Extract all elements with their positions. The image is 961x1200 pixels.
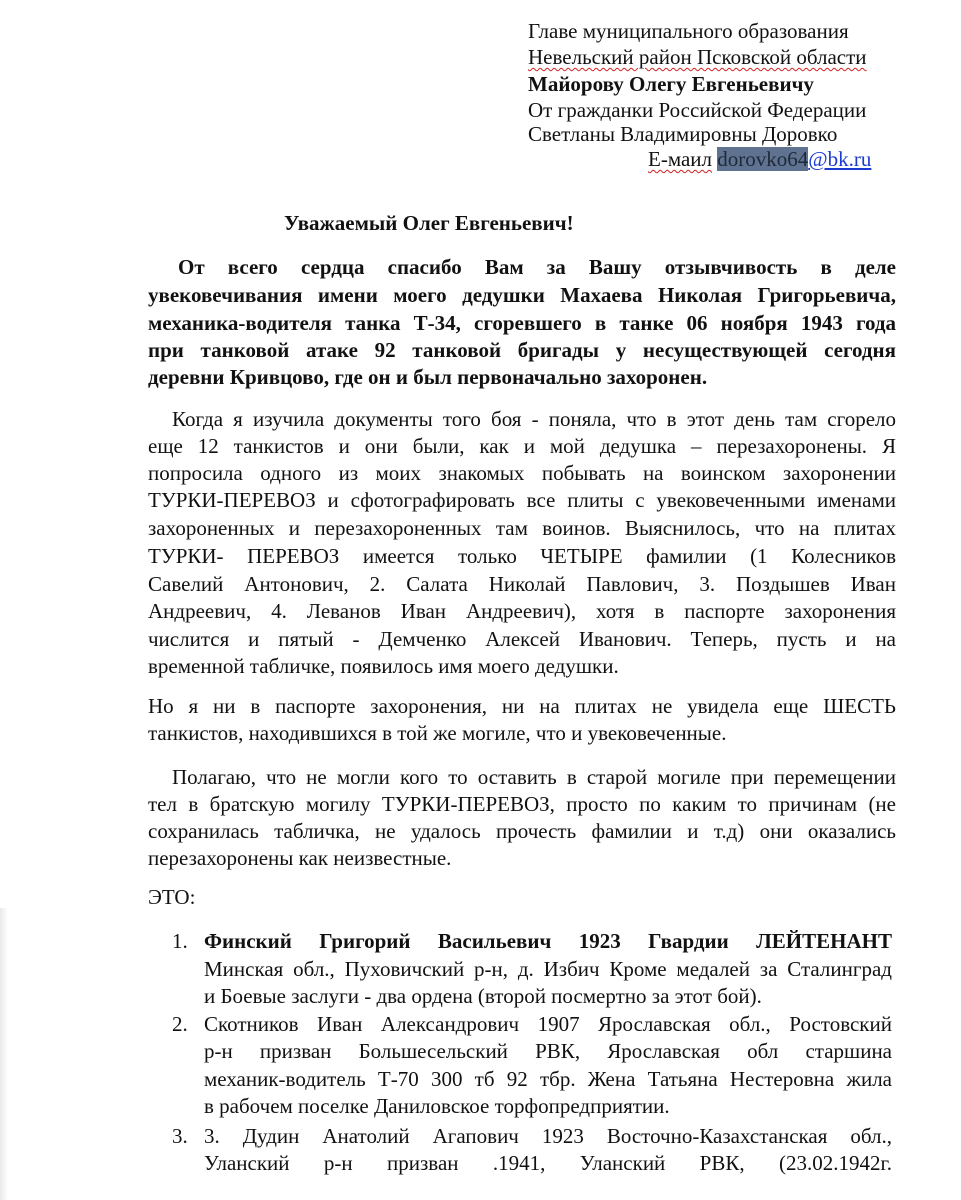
list-item-3-line-2: Уланский р-н призван .1941, Уланский РВК, (23.02.1942г. bbox=[204, 1151, 892, 1175]
para1-line-5: деревни Кривцово, где он и был первоначально захоронен. bbox=[148, 365, 708, 389]
para4-line-3: сохранилась табличка, не удалось прочесть фамилии и т.д) они оказались bbox=[148, 819, 896, 843]
para2-line-10: временной табличке, появилось имя моего дедушки. bbox=[148, 654, 619, 678]
para2-line-5: захороненных и перезахороненных там воинов. Выяснилось, что на плитах bbox=[148, 516, 896, 540]
email-line bbox=[648, 146, 871, 172]
address-line-5: Светланы Владимировны Доровко bbox=[528, 122, 838, 146]
para2-line-1: Когда я изучила документы того боя - поняла, что в этот день там сгорело bbox=[172, 407, 896, 431]
para4-line-1: Полагаю, что не могли кого то оставить в старой могиле при перемещении bbox=[172, 765, 896, 789]
para2-line-2: еще 12 танкистов и они были, как и мой дедушка – перезахоронены. Я bbox=[148, 434, 896, 458]
address-line-2: Невельский район Псковской области bbox=[528, 45, 867, 69]
address-line-1: Главе муниципального образования bbox=[528, 19, 849, 43]
para1-line-4: при танковой атаке 92 танковой бригады у несуществующей сегодня bbox=[148, 338, 896, 362]
list-item-3-line-1: 3. Дудин Анатолий Агапович 1923 Восточно-Казахстанская обл., bbox=[204, 1124, 892, 1148]
para2-line-7: Савелий Антонович, 2. Салата Николай Павлович, 3. Поздышев Иван bbox=[148, 572, 896, 596]
address-line-4: От гражданки Российской Федерации bbox=[528, 98, 867, 122]
para1-line-3: механика-водителя танка Т-34, сгоревшего в танке 06 ноября 1943 года bbox=[148, 311, 896, 335]
list-number-1: 1. bbox=[172, 929, 188, 953]
list-item-2-line-2: р-н призван Большесельский РВК, Ярославская обл старшина bbox=[204, 1039, 892, 1063]
email-label: Е-маил bbox=[648, 147, 713, 171]
list-number-3: 3. bbox=[172, 1124, 188, 1148]
para1-line-2: увековечивания имени моего дедушки Махаева Николая Григорьевича, bbox=[148, 283, 896, 307]
para2-line-9: числится и пятый - Демченко Алексей Иванович. Теперь, пусть и на bbox=[148, 627, 896, 651]
list-item-2-line-4: в рабочем поселке Даниловское торфопредприятии. bbox=[204, 1094, 670, 1118]
para2-line-4: ТУРКИ-ПЕРЕВОЗ и сфотографировать все плиты с увековеченными именами bbox=[148, 488, 896, 512]
para3-line-2: танкистов, находившихся в той же могиле, что и увековеченные. bbox=[148, 721, 727, 745]
para2-line-8: Андреевич, 4. Леванов Иван Андреевич), хотя в паспорте захоронения bbox=[148, 599, 896, 623]
list-item-2-line-1: Скотников Иван Александрович 1907 Ярославская обл., Ростовский bbox=[204, 1012, 892, 1036]
email-domain[interactable]: @bk.ru bbox=[808, 147, 872, 171]
eto-label: ЭТО: bbox=[148, 885, 196, 909]
para4-line-4: перезахоронены как неизвестные. bbox=[148, 846, 452, 870]
para3-line-1: Но я ни в паспорте захоронения, ни на плитах не увидела еще ШЕСТЬ bbox=[148, 694, 896, 718]
email-redacted: dorovko64 bbox=[717, 147, 809, 171]
list-item-2-line-3: механик-водитель Т-70 300 тб 92 тбр. Жена Татьяна Нестеровна жила bbox=[204, 1067, 892, 1091]
list-item-1-line-3: и Боевые заслуги - два ордена (второй посмертно за этот бой). bbox=[204, 984, 762, 1008]
para2-line-6: ТУРКИ- ПЕРЕВОЗ имеется только ЧЕТЫРЕ фамилии (1 Колесников bbox=[148, 544, 896, 568]
para1-line-1: От всего сердца спасибо Вам за Вашу отзывчивость в деле bbox=[178, 255, 896, 279]
list-item-1-line-2: Минская обл., Пуховичский р-н, д. Избич Кроме медалей за Сталинград bbox=[204, 957, 892, 981]
list-number-2: 2. bbox=[172, 1012, 188, 1036]
para2-line-3: попросила одного из моих знакомых побывать на воинском захоронении bbox=[148, 461, 896, 485]
list-item-1-line-1: Финский Григорий Васильевич 1923 Гвардии ЛЕЙТЕНАНТ bbox=[204, 929, 892, 953]
greeting: Уважаемый Олег Евгеньевич! bbox=[284, 211, 574, 235]
address-line-3: Майорову Олегу Евгеньевичу bbox=[528, 72, 814, 96]
scan-edge-shadow bbox=[0, 908, 8, 1200]
para4-line-2: тел в братскую могилу ТУРКИ-ПЕРЕВОЗ, просто по каким то причинам (не bbox=[148, 792, 896, 816]
